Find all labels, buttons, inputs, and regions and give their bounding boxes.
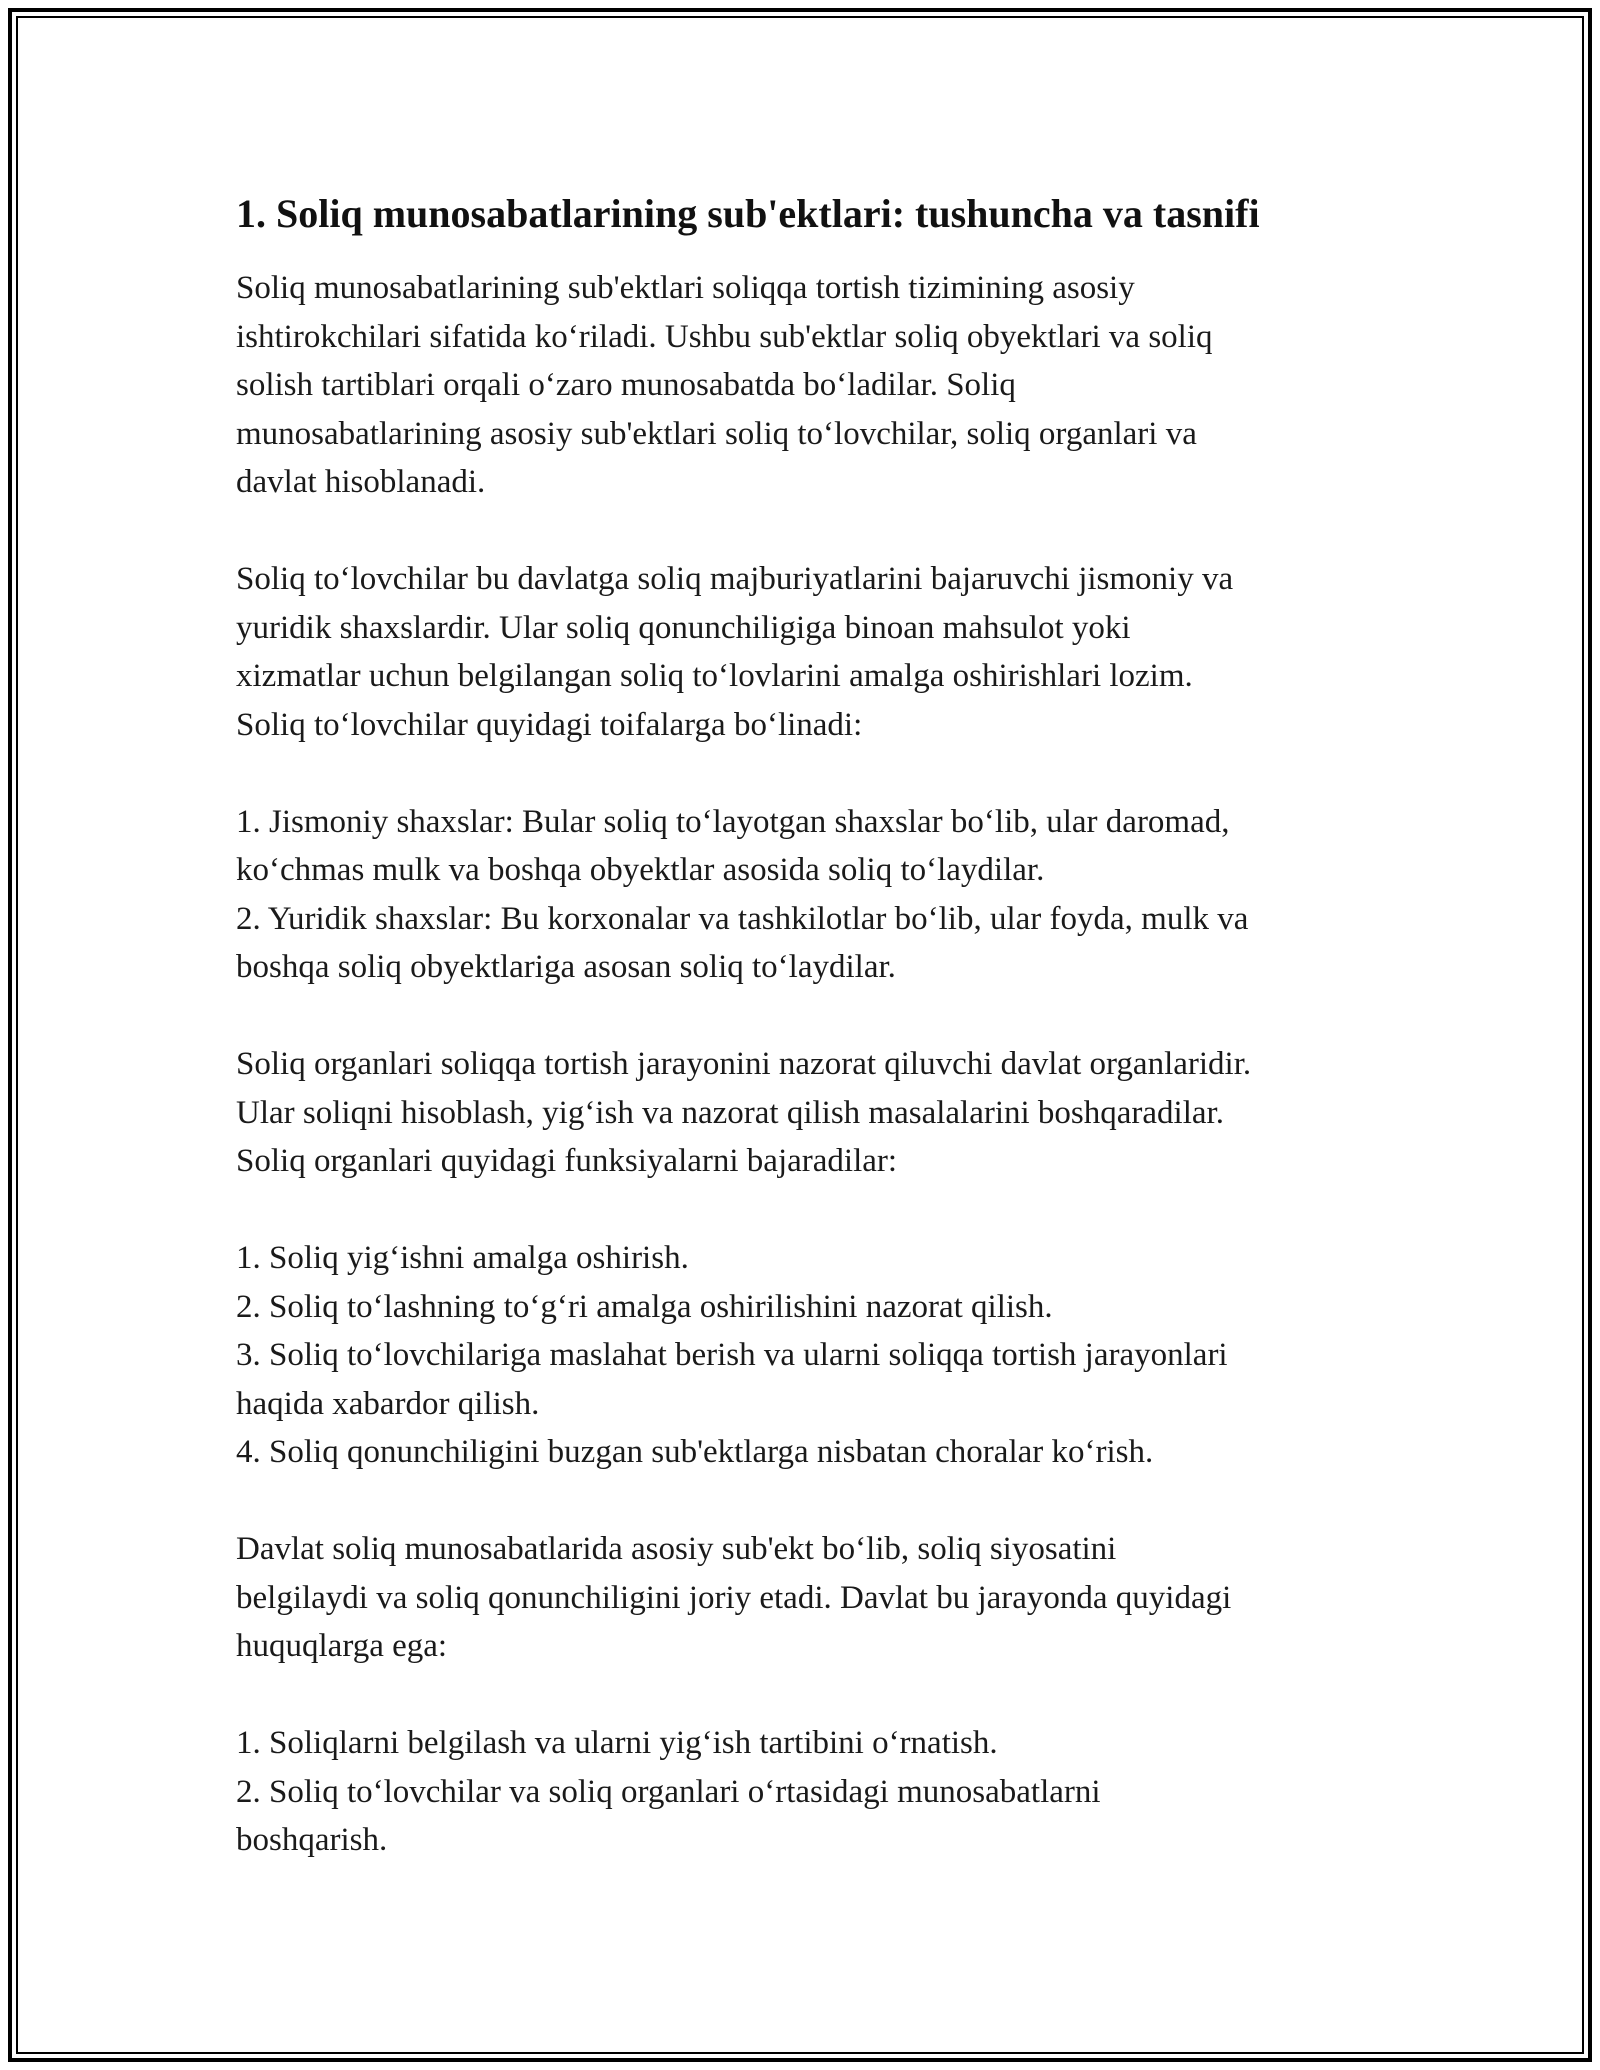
list-item: 2. Yuridik shaxslar: Bu korxonalar va tashkilotlar bo‘lib, ular foyda, mulk va [236, 900, 1249, 937]
list-item: 4. Soliq qonunchiligini buzgan sub'ektlarga nisbatan choralar ko‘rish. [236, 1434, 1154, 1470]
text-line: solish tartiblari orqali o‘zaro munosabatda bo‘ladilar. Soliq [236, 367, 1016, 403]
text-line: munosabatlarining asosiy sub'ektlari soliq to‘lovchilar, soliq organlari va [236, 415, 1197, 452]
text-line: ishtirokchilari sifatida ko‘riladi. Ushbu sub'ektlar soliq obyektlari va soliq [236, 318, 1213, 355]
text-line: huquqlarga ega: [236, 1628, 448, 1664]
text-line: belgilaydi va soliq qonunchiligini joriy etadi. Davlat bu jarayonda quyidagi [236, 1579, 1232, 1616]
text-line: Davlat soliq munosabatlarida asosiy sub'ekt bo‘lib, soliq siyosatini [236, 1531, 1117, 1567]
paragraph-gap [236, 1186, 1376, 1235]
list-item: haqida xabardor qilish. [236, 1385, 540, 1422]
list-authority-functions [236, 1234, 1376, 1477]
list-taxpayer-categories [236, 798, 1376, 992]
list-item: 1. Soliqlarni belgilash va ularni yig‘ish tartibini o‘rnatish. [236, 1725, 998, 1761]
list-item: 2. Soliq to‘lovchilar va soliq organlari o‘rtasidagi munosabatlarni [236, 1773, 1101, 1810]
paragraph-state [236, 1525, 1376, 1671]
paragraph-gap [236, 1671, 1376, 1720]
paragraph-gap [236, 1477, 1376, 1526]
paragraph-gap [236, 507, 1376, 556]
paragraph-gap [236, 749, 1376, 798]
text-line: yuridik shaxslardir. Ular soliq qonunchiligiga binoan mahsulot yoki [236, 609, 1131, 646]
text-line: Soliq to‘lovchilar bu davlatga soliq majburiyatlarini bajaruvchi jismoniy va [236, 561, 1234, 597]
list-item: 3. Soliq to‘lovchilariga maslahat berish va ularni soliqqa tortish jarayonlari [236, 1337, 1228, 1373]
text-line: Ular soliqni hisoblash, yig‘ish va nazorat qilish masalalarini boshqaradilar. [236, 1094, 1224, 1131]
text-line: Soliq organlari quyidagi funksiyalarni bajaradilar: [236, 1143, 898, 1179]
document-body [236, 186, 1376, 1865]
list-item: 2. Soliq to‘lashning to‘g‘ri amalga oshirilishini nazorat qilish. [236, 1288, 1053, 1325]
text-line: Soliq organlari soliqqa tortish jarayonini nazorat qiluvchi davlat organlaridir. [236, 1046, 1252, 1082]
list-item: 1. Jismoniy shaxslar: Bular soliq to‘layotgan shaxslar bo‘lib, ular daromad, [236, 803, 1230, 840]
text-line: Soliq to‘lovchilar quyidagi toifalarga bo‘linadi: [236, 706, 863, 743]
list-item: 1. Soliq yig‘ishni amalga oshirish. [236, 1240, 689, 1276]
list-state-rights [236, 1719, 1376, 1865]
paragraph-tax-authorities [236, 1040, 1376, 1186]
paragraph-taxpayers [236, 555, 1376, 749]
text-line: davlat hisoblanadi. [236, 464, 486, 500]
text-line: Soliq munosabatlarining sub'ektlari soliqqa tortish tizimining asosiy [236, 270, 1135, 306]
paragraph-intro [236, 264, 1376, 507]
list-item: boshqa soliq obyektlariga asosan soliq to‘laydilar. [236, 949, 896, 985]
text-line: xizmatlar uchun belgilangan soliq to‘lovlarini amalga oshirishlari lozim. [236, 658, 1193, 694]
list-item: ko‘chmas mulk va boshqa obyektlar asosida soliq to‘laydilar. [236, 852, 1045, 888]
paragraph-gap [236, 992, 1376, 1041]
list-item: boshqarish. [236, 1822, 388, 1858]
section-title: 1. Soliq munosabatlarining sub'ektlari: tushuncha va tasnifi [236, 191, 1260, 236]
